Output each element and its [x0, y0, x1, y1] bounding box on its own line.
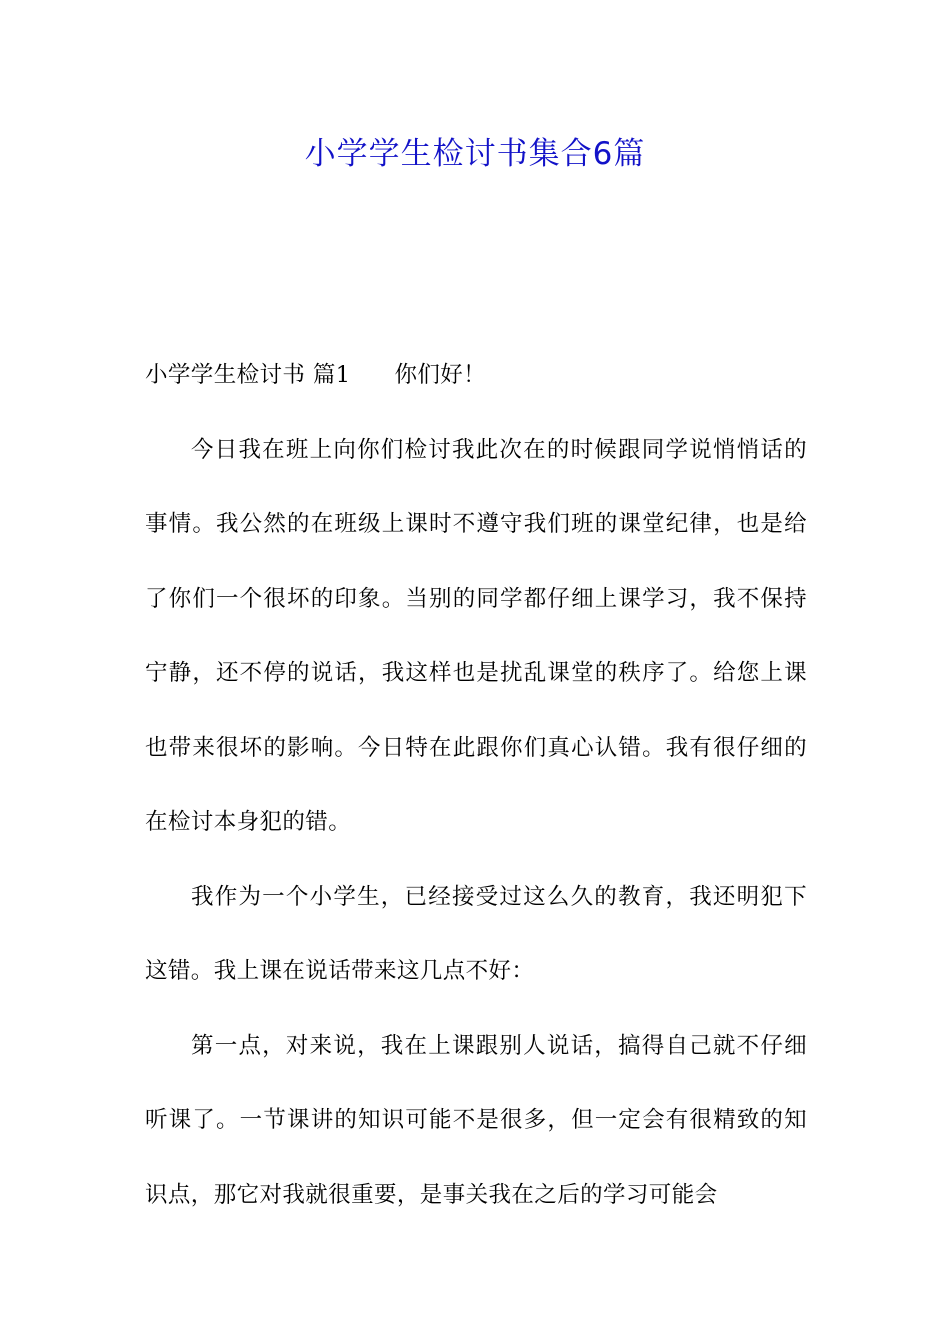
- section-heading: 小学学生检讨书 篇1: [145, 362, 351, 388]
- section-intro-line: [145, 338, 807, 413]
- greeting: 你们好！: [394, 362, 487, 388]
- document-title: 小学学生检讨书集合6篇: [304, 136, 646, 172]
- paragraph: 第一点，对来说，我在上课跟别人说话，搞得自己就不仔细听课了。一节课讲的知识可能不是很多，但一定会有很精致的知识点，那它对我就很重要，是事关我在之后的学习可能会: [145, 1032, 807, 1208]
- paragraph: 我作为一个小学生，已经接受过这么久的教育，我还明犯下这错。我上课在说话带来这几点不好：: [145, 883, 807, 984]
- document-body: [145, 338, 807, 1232]
- paragraph: 今日我在班上向你们检讨我此次在的时候跟同学说悄悄话的事情。我公然的在班级上课时不遵守我们班的课堂纪律，也是给了你们一个很坏的印象。当别的同学都仔细上课学习，我不保持宁静，还不停的说话，我这样也是扰乱课堂的秩序了。给您上课也带来很坏的影响。今日特在此跟你们真心认错。我有很仔细的在检讨本身犯的错。: [145, 436, 807, 835]
